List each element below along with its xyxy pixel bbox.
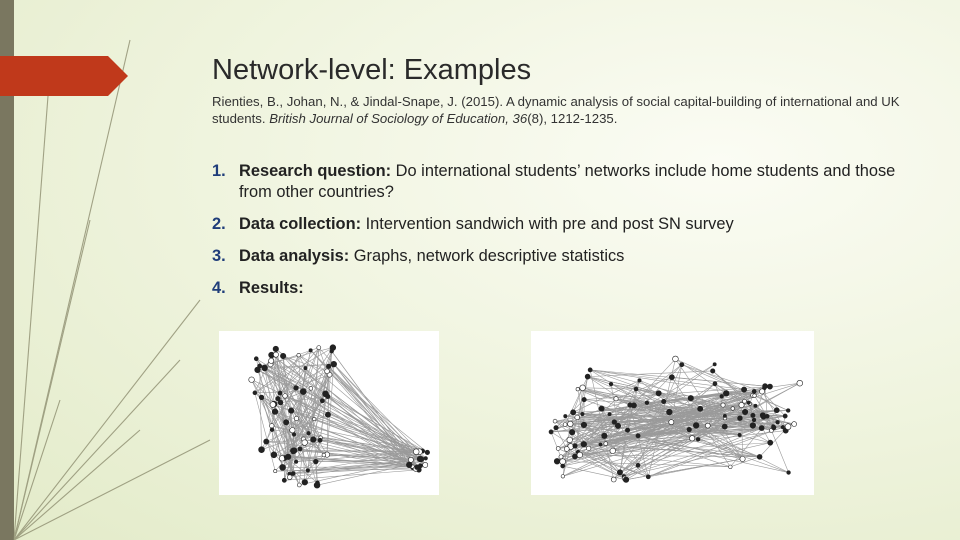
network-node bbox=[776, 420, 780, 424]
network-node bbox=[561, 475, 565, 479]
network-node bbox=[752, 418, 756, 422]
network-node bbox=[273, 346, 279, 352]
network-node bbox=[705, 423, 710, 428]
network-graph-image bbox=[531, 331, 814, 495]
list-item bbox=[212, 246, 902, 267]
network-node bbox=[723, 414, 726, 417]
network-node bbox=[604, 442, 608, 446]
network-node bbox=[312, 417, 316, 421]
network-node bbox=[747, 401, 750, 404]
network-node bbox=[270, 428, 274, 432]
network-node bbox=[738, 433, 741, 436]
network-node bbox=[254, 357, 258, 361]
network-node bbox=[314, 482, 320, 488]
network-node bbox=[325, 369, 330, 374]
network-node bbox=[666, 409, 672, 415]
network-node bbox=[311, 437, 317, 443]
network-node bbox=[564, 414, 567, 417]
network-node bbox=[569, 429, 575, 435]
network-node bbox=[270, 402, 276, 408]
network-node bbox=[279, 456, 285, 462]
network-node bbox=[298, 447, 302, 451]
network-node bbox=[580, 385, 586, 391]
network-node bbox=[785, 424, 791, 430]
network-node bbox=[673, 356, 679, 362]
network-node bbox=[792, 422, 797, 427]
network-node bbox=[304, 366, 307, 369]
network-node bbox=[608, 413, 611, 416]
network-node bbox=[645, 401, 649, 405]
network-node bbox=[614, 397, 618, 401]
network-node bbox=[274, 469, 277, 472]
network-node bbox=[331, 361, 337, 367]
item-number: 4. bbox=[212, 279, 226, 297]
item-label: Research question: bbox=[239, 162, 392, 180]
network-node bbox=[283, 420, 288, 425]
network-node bbox=[280, 353, 285, 358]
network-node bbox=[765, 414, 769, 418]
network-node bbox=[599, 406, 604, 411]
network-node bbox=[415, 465, 420, 470]
network-graph-pre bbox=[219, 331, 439, 495]
list-item bbox=[212, 214, 902, 235]
network-node bbox=[783, 414, 787, 418]
network-node bbox=[740, 456, 745, 461]
network-node bbox=[610, 448, 616, 454]
network-node bbox=[325, 394, 329, 398]
network-edge bbox=[567, 449, 626, 480]
numbered-list bbox=[212, 161, 902, 310]
network-node bbox=[738, 416, 743, 421]
network-node bbox=[741, 387, 746, 392]
network-node bbox=[294, 386, 299, 391]
network-node bbox=[586, 446, 590, 450]
network-node bbox=[742, 409, 747, 414]
network-node bbox=[309, 386, 313, 390]
network-node bbox=[581, 422, 587, 428]
network-graph-image bbox=[219, 331, 439, 495]
network-node bbox=[284, 456, 288, 460]
network-node bbox=[611, 477, 616, 482]
network-node bbox=[567, 437, 573, 443]
network-node bbox=[255, 367, 261, 373]
network-node bbox=[767, 384, 772, 389]
network-node bbox=[573, 444, 577, 448]
network-graph-post bbox=[531, 331, 814, 495]
network-node bbox=[322, 453, 326, 457]
network-node bbox=[713, 363, 716, 366]
reference-issue-pages: (8), 1212-1235. bbox=[527, 111, 618, 126]
network-node bbox=[581, 441, 587, 447]
network-node bbox=[280, 464, 286, 470]
network-node bbox=[264, 439, 269, 444]
network-node bbox=[680, 363, 684, 367]
network-node bbox=[721, 403, 725, 407]
network-node bbox=[292, 433, 296, 437]
network-node bbox=[739, 402, 744, 407]
network-node bbox=[599, 443, 602, 446]
network-node bbox=[582, 397, 586, 401]
item-number: 3. bbox=[212, 247, 226, 265]
network-node bbox=[763, 384, 768, 389]
network-node bbox=[628, 403, 633, 408]
network-node bbox=[307, 431, 311, 435]
network-node bbox=[273, 352, 278, 357]
network-node bbox=[253, 391, 257, 395]
network-node bbox=[636, 463, 640, 467]
network-node bbox=[698, 406, 703, 411]
network-node bbox=[294, 460, 297, 463]
network-node bbox=[617, 470, 622, 475]
network-node bbox=[752, 389, 756, 393]
network-node bbox=[669, 375, 674, 380]
network-node bbox=[781, 425, 785, 429]
network-node bbox=[556, 447, 560, 451]
network-node bbox=[262, 365, 268, 371]
network-node bbox=[282, 478, 286, 482]
network-node bbox=[575, 415, 580, 420]
network-node bbox=[302, 440, 308, 446]
network-node bbox=[320, 399, 324, 403]
network-node bbox=[563, 423, 567, 427]
item-number: 2. bbox=[212, 215, 226, 233]
network-node bbox=[787, 471, 791, 475]
network-node bbox=[325, 412, 330, 417]
network-node bbox=[687, 427, 692, 432]
network-node bbox=[634, 387, 638, 391]
network-node bbox=[297, 483, 301, 487]
network-node bbox=[760, 413, 765, 418]
network-node bbox=[638, 379, 641, 382]
network-node bbox=[646, 475, 650, 479]
reference-authors: Rienties, B., Johan, N., & Jindal-Snape, J. (2015). A dynamic analysis of social capital-building of international and UK students. bbox=[212, 94, 900, 126]
network-node bbox=[568, 421, 574, 427]
network-node bbox=[554, 458, 560, 464]
network-node bbox=[564, 446, 569, 451]
network-node bbox=[278, 391, 282, 395]
network-node bbox=[423, 462, 428, 467]
network-node bbox=[249, 377, 255, 383]
network-node bbox=[661, 399, 665, 403]
network-node bbox=[623, 477, 629, 483]
network-node bbox=[309, 349, 312, 352]
network-node bbox=[576, 387, 579, 390]
network-node bbox=[302, 479, 308, 485]
network-node bbox=[294, 416, 298, 420]
network-node bbox=[585, 374, 590, 379]
network-node bbox=[786, 409, 790, 413]
network-edge bbox=[588, 377, 630, 405]
network-node bbox=[636, 434, 640, 438]
network-node bbox=[289, 408, 294, 413]
network-node bbox=[300, 389, 306, 395]
network-node bbox=[688, 395, 693, 400]
network-node bbox=[425, 450, 429, 454]
network-node bbox=[571, 410, 576, 415]
title-accent-arrow bbox=[0, 56, 128, 96]
network-node bbox=[609, 382, 613, 386]
network-node bbox=[259, 395, 264, 400]
item-text: Intervention sandwich with pre and post SN survey bbox=[361, 215, 734, 233]
network-node bbox=[317, 346, 321, 350]
item-text: Do international students’ networks include home students and those from other countries? bbox=[239, 162, 896, 201]
network-node bbox=[581, 412, 585, 416]
network-node bbox=[713, 382, 717, 386]
item-number: 1. bbox=[212, 162, 226, 180]
network-node bbox=[722, 424, 727, 429]
network-node bbox=[559, 455, 563, 459]
network-node bbox=[553, 419, 557, 423]
network-node bbox=[287, 475, 292, 480]
item-label: Data analysis: bbox=[239, 247, 350, 265]
network-node bbox=[693, 423, 699, 429]
network-node bbox=[577, 452, 583, 458]
network-node bbox=[625, 428, 629, 432]
network-node bbox=[797, 380, 803, 386]
reference-citation bbox=[212, 93, 912, 127]
network-node bbox=[723, 391, 729, 397]
network-node bbox=[669, 420, 674, 425]
network-node bbox=[313, 459, 318, 464]
item-label: Results: bbox=[239, 279, 304, 297]
network-node bbox=[291, 472, 295, 476]
network-node bbox=[318, 438, 322, 442]
slide-title: Network-level: Examples bbox=[212, 54, 532, 86]
network-node bbox=[612, 420, 617, 425]
network-node bbox=[696, 437, 700, 441]
network-node bbox=[306, 469, 309, 472]
network-node bbox=[751, 413, 755, 417]
network-node bbox=[270, 424, 275, 429]
network-node bbox=[757, 454, 762, 459]
network-node bbox=[760, 389, 765, 394]
network-node bbox=[759, 426, 764, 431]
network-node bbox=[290, 428, 295, 433]
network-node bbox=[771, 425, 776, 430]
network-node bbox=[276, 396, 280, 400]
network-node bbox=[588, 368, 592, 372]
network-node bbox=[259, 447, 265, 453]
list-item bbox=[212, 278, 902, 299]
network-node bbox=[720, 394, 724, 398]
network-node bbox=[271, 452, 277, 458]
network-node bbox=[413, 449, 419, 455]
network-node bbox=[419, 457, 424, 462]
network-edge bbox=[771, 430, 788, 472]
reference-journal: British Journal of Sociology of Education, 36 bbox=[269, 111, 528, 126]
network-node bbox=[283, 394, 288, 399]
network-node bbox=[554, 426, 558, 430]
network-node bbox=[602, 433, 608, 439]
item-text: Graphs, network descriptive statistics bbox=[349, 247, 625, 265]
network-node bbox=[689, 436, 694, 441]
network-node bbox=[768, 440, 773, 445]
network-node bbox=[326, 364, 331, 369]
network-node bbox=[656, 391, 661, 396]
network-node bbox=[330, 345, 336, 351]
network-node bbox=[731, 407, 735, 411]
network-node bbox=[272, 409, 278, 415]
network-node bbox=[269, 358, 274, 363]
network-node bbox=[774, 408, 779, 413]
list-item bbox=[212, 161, 902, 203]
network-node bbox=[753, 394, 757, 398]
network-node bbox=[424, 457, 428, 461]
network-node bbox=[297, 353, 301, 357]
network-node bbox=[729, 465, 733, 469]
network-node bbox=[291, 448, 297, 454]
item-label: Data collection: bbox=[239, 215, 362, 233]
network-node bbox=[561, 464, 565, 468]
network-node bbox=[754, 404, 757, 407]
network-node bbox=[406, 462, 412, 468]
network-node bbox=[750, 423, 756, 429]
network-node bbox=[549, 430, 553, 434]
network-node bbox=[408, 457, 413, 462]
network-node bbox=[710, 369, 714, 373]
